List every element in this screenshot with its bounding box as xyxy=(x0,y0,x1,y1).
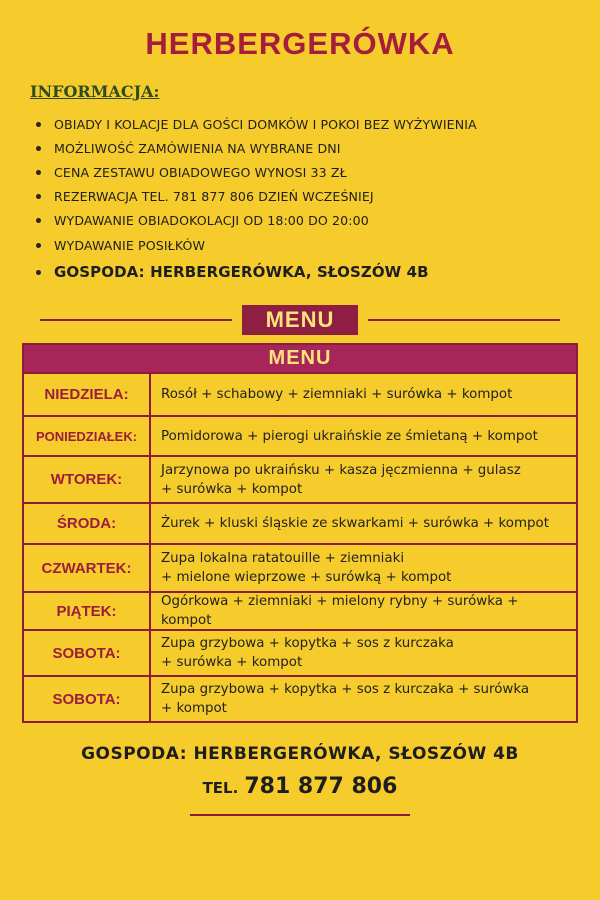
menu-day: SOBOTA: xyxy=(24,677,151,721)
menu-dish xyxy=(151,545,576,591)
menu-day: ŚRODA: xyxy=(24,504,151,543)
info-item xyxy=(36,233,576,257)
divider-right xyxy=(368,319,560,321)
bullet-icon xyxy=(36,243,41,248)
menu-row xyxy=(24,677,576,721)
info-item xyxy=(36,209,576,233)
menu-day: SOBOTA: xyxy=(24,631,151,675)
menu-banner-label: MENU xyxy=(242,305,358,335)
menu-day: WTOREK: xyxy=(24,457,151,502)
info-heading: INFORMACJA: xyxy=(30,82,160,101)
info-item xyxy=(36,185,576,209)
page-title: HERBERGERÓWKA xyxy=(145,26,455,61)
menu-table xyxy=(22,343,578,723)
bullet-icon xyxy=(36,170,41,175)
bullet-icon xyxy=(36,146,41,151)
dish-line: + surówka + kompot xyxy=(161,481,303,497)
menu-dish xyxy=(151,631,576,675)
info-item xyxy=(36,160,576,184)
dish-line: Zupa lokalna ratatouille + ziemniaki xyxy=(161,551,405,566)
menu-row xyxy=(24,374,576,417)
menu-row xyxy=(24,631,576,677)
dish-line: Zupa grzybowa + kopytka + sos z kurczaka + surówka xyxy=(161,682,530,697)
footer-phone xyxy=(0,774,600,799)
dish-line: + surówka + kompot xyxy=(161,655,303,670)
info-item xyxy=(36,112,576,136)
info-item-text: OBIADY I KOLACJE DLA GOŚCI DOMKÓW I POKOI BEZ WYŻYWIENIA xyxy=(54,116,477,132)
bullet-icon xyxy=(36,218,41,223)
dish-line: Zupa grzybowa + kopytka + sos z kurczaka xyxy=(161,636,454,651)
menu-dish xyxy=(151,593,576,629)
divider-left xyxy=(40,319,232,321)
menu-row xyxy=(24,457,576,504)
dish-line: Pomidorowa + pierogi ukraińskie ze śmietaną + kompot xyxy=(161,428,538,444)
menu-row xyxy=(24,593,576,631)
info-item-address xyxy=(36,260,576,284)
bullet-icon xyxy=(36,270,41,275)
dish-line: Jarzynowa po ukraińsku + kasza jęczmienna + gulasz xyxy=(161,462,521,478)
info-item-text: CENA ZESTAWU OBIADOWEGO WYNOSI 33 ZŁ xyxy=(54,164,347,180)
info-item-text: WYDAWANIE POSIŁKÓW xyxy=(54,237,206,253)
dish-line: Żurek + kluski śląskie ze skwarkami + surówka + kompot xyxy=(161,516,549,531)
menu-row xyxy=(24,545,576,593)
dish-line: + kompot xyxy=(161,701,227,716)
footer-address: GOSPODA: HERBERGERÓWKA, SŁOSZÓW 4B xyxy=(81,744,519,764)
menu-day: PIĄTEK: xyxy=(24,593,151,629)
menu-table-heading: MENU xyxy=(24,345,576,374)
dish-line: Ogórkowa + ziemniaki + mielony rybny + surówka + kompot xyxy=(161,594,519,628)
phone-label: TEL. xyxy=(202,779,239,797)
menu-day: NIEDZIELA: xyxy=(24,374,151,415)
menu-day: PONIEDZIAŁEK: xyxy=(24,417,151,455)
bullet-icon xyxy=(36,194,41,199)
phone-number: 781 877 806 xyxy=(244,774,398,799)
info-item-text: GOSPODA: HERBERGERÓWKA, SŁOSZÓW 4B xyxy=(54,263,429,282)
info-item-text: WYDAWANIE OBIADOKOLACJI OD 18:00 DO 20:00 xyxy=(54,213,369,229)
dish-line: Rosół + schabowy + ziemniaki + surówka + kompot xyxy=(161,387,513,402)
info-item-text: REZERWACJA TEL. 781 877 806 DZIEŃ WCZEŚNIEJ xyxy=(54,189,374,205)
menu-dish xyxy=(151,417,576,455)
info-item xyxy=(36,136,576,160)
menu-dish xyxy=(151,374,576,415)
info-item-text: MOŻLIWOŚĆ ZAMÓWIENIA NA WYBRANE DNI xyxy=(54,140,341,156)
menu-dish xyxy=(151,457,576,502)
dish-line: + mielone wieprzowe + surówką + kompot xyxy=(161,570,452,585)
menu-banner xyxy=(40,305,560,335)
menu-day: CZWARTEK: xyxy=(24,545,151,591)
menu-dish xyxy=(151,677,576,721)
menu-row xyxy=(24,417,576,457)
footer-divider xyxy=(190,814,410,816)
menu-dish xyxy=(151,504,576,543)
info-list xyxy=(36,112,576,284)
menu-row xyxy=(24,504,576,545)
bullet-icon xyxy=(36,122,41,127)
